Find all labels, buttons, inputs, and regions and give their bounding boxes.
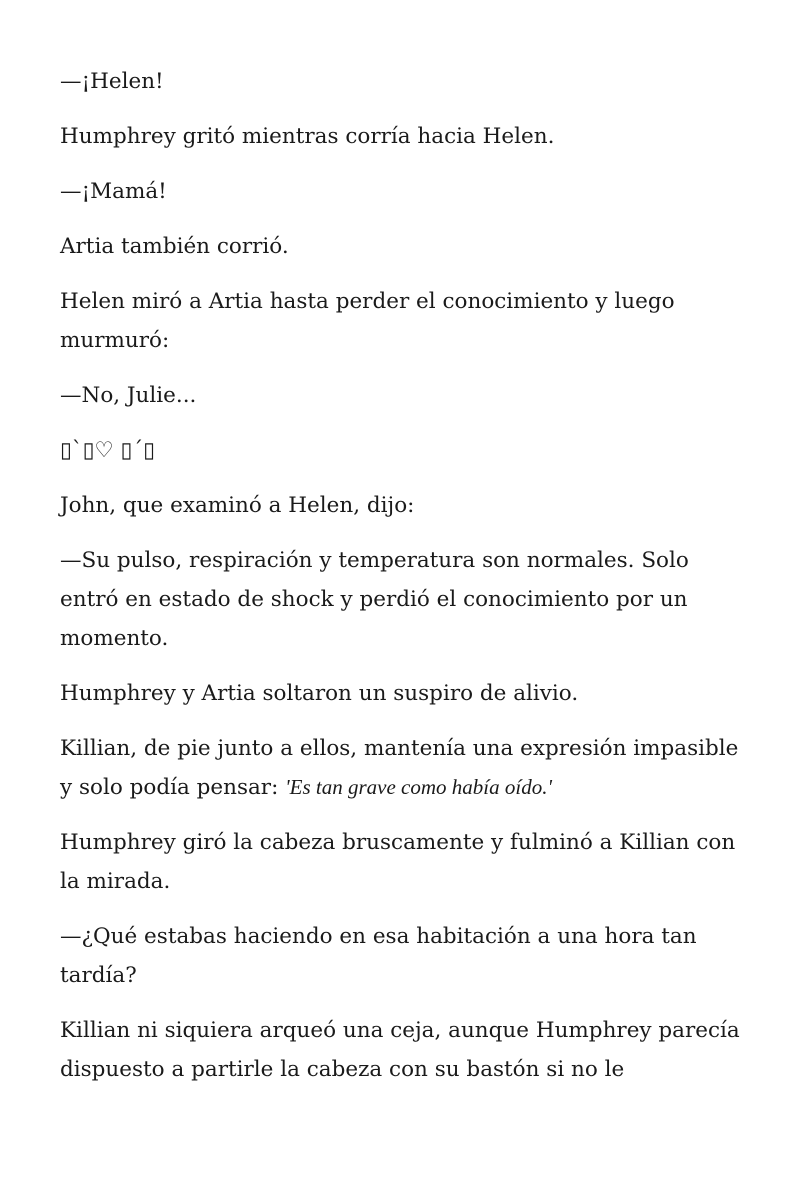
paragraph: Helen miró a Artia hasta perder el conocimiento y luego murmuró: bbox=[60, 289, 675, 353]
paragraph: Humphrey giró la cabeza bruscamente y fulminó a Killian con la mirada. bbox=[60, 830, 736, 894]
paragraph: —¡Mamá! bbox=[60, 179, 167, 204]
paragraph-with-thought bbox=[60, 729, 740, 807]
document-page bbox=[60, 62, 740, 1105]
paragraph: —¿Qué estabas haciendo en esa habitación a una hora tan tardía? bbox=[60, 924, 697, 988]
paragraph: —Su pulso, respiración y temperatura son normales. Solo entró en estado de shock y perdió el conocimiento por un momento. bbox=[60, 548, 689, 651]
paragraph: Artia también corrió. bbox=[60, 234, 289, 259]
paragraph: Killian ni siquiera arqueó una ceja, aunque Humphrey parecía dispuesto a partirle la cabeza con su bastón si no le bbox=[60, 1018, 740, 1082]
paragraph: Humphrey y Artia soltaron un suspiro de alivio. bbox=[60, 681, 579, 706]
paragraph: —¡Helen! bbox=[60, 69, 164, 94]
inner-thought: 'Es tan grave como había oído.' bbox=[285, 775, 552, 799]
paragraph: —No, Julie... bbox=[60, 383, 197, 408]
paragraph-text: Killian, de pie junto a ellos, mantenía una expresión impasible y solo podía pensar: bbox=[60, 736, 739, 800]
paragraph: John, que examinó a Helen, dijo: bbox=[60, 493, 415, 518]
scene-break-ornament: ▯`▯♡ ▯´▯ bbox=[60, 438, 155, 463]
paragraph: Humphrey gritó mientras corría hacia Helen. bbox=[60, 124, 555, 149]
